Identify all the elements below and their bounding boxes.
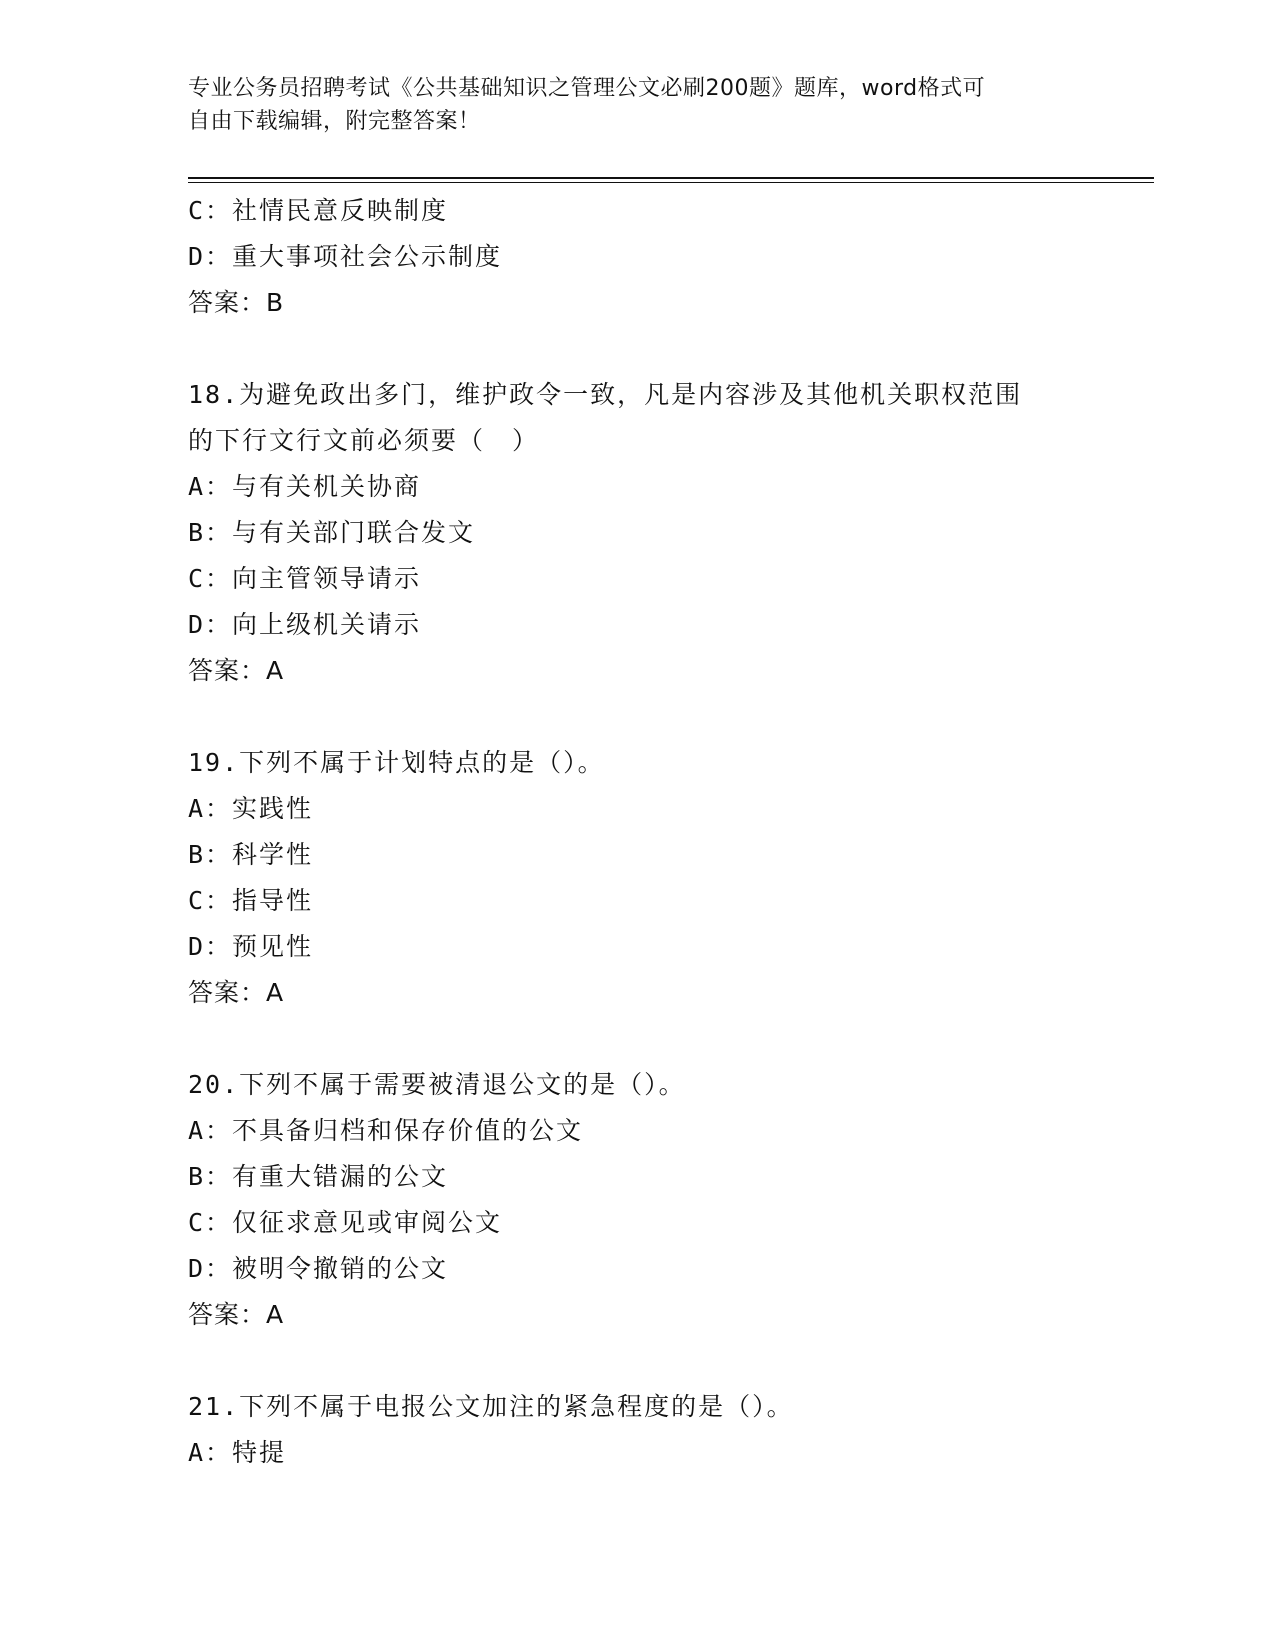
question-stem: 18.为避免政出多门，维护政令一致，凡是内容涉及其他机关职权范围 bbox=[188, 380, 1023, 409]
question-18 bbox=[188, 372, 1148, 694]
option-b: B：科学性 bbox=[188, 840, 314, 869]
question-content bbox=[188, 188, 1148, 1476]
question-spacer bbox=[188, 694, 1148, 740]
option-d: D：被明令撤销的公文 bbox=[188, 1254, 449, 1283]
option-c: C：向主管领导请示 bbox=[188, 564, 422, 593]
header-title-line-2: 自由下载编辑，附完整答案！ bbox=[188, 109, 481, 134]
question-20 bbox=[188, 1062, 1148, 1338]
answer-line: 答案：A bbox=[188, 656, 285, 685]
option-d: D：预见性 bbox=[188, 932, 314, 961]
answer-line: 答案：A bbox=[188, 978, 285, 1007]
question-stem: 20.下列不属于需要被清退公文的是（）。 bbox=[188, 1070, 686, 1099]
question-spacer bbox=[188, 1016, 1148, 1062]
option-c: C：指导性 bbox=[188, 886, 314, 915]
question-spacer bbox=[188, 1338, 1148, 1384]
question-spacer bbox=[188, 326, 1148, 372]
question-stem-continued: 的下行文行文前必须要（ ） bbox=[188, 426, 540, 455]
document-header bbox=[188, 72, 1088, 138]
option-a: A：实践性 bbox=[188, 794, 314, 823]
option-c: C：社情民意反映制度 bbox=[188, 196, 449, 225]
option-a: A：特提 bbox=[188, 1438, 287, 1467]
option-a: A：不具备归档和保存价值的公文 bbox=[188, 1116, 584, 1145]
option-b: B：有重大错漏的公文 bbox=[188, 1162, 449, 1191]
question-continued bbox=[188, 188, 1148, 326]
question-stem: 19.下列不属于计划特点的是（）。 bbox=[188, 748, 605, 777]
header-title-line-1: 专业公务员招聘考试《公共基础知识之管理公文必刷200题》题库，word格式可 bbox=[188, 76, 986, 101]
answer-line: 答案：A bbox=[188, 1300, 285, 1329]
header-divider-bottom bbox=[188, 182, 1154, 183]
question-stem: 21.下列不属于电报公文加注的紧急程度的是（）。 bbox=[188, 1392, 794, 1421]
option-c: C：仅征求意见或审阅公文 bbox=[188, 1208, 503, 1237]
header-divider-top bbox=[188, 177, 1154, 179]
answer-line: 答案：B bbox=[188, 288, 285, 317]
question-21 bbox=[188, 1384, 1148, 1476]
option-d: D：向上级机关请示 bbox=[188, 610, 422, 639]
option-b: B：与有关部门联合发文 bbox=[188, 518, 476, 547]
question-19 bbox=[188, 740, 1148, 1016]
option-d: D：重大事项社会公示制度 bbox=[188, 242, 503, 271]
option-a: A：与有关机关协商 bbox=[188, 472, 422, 501]
